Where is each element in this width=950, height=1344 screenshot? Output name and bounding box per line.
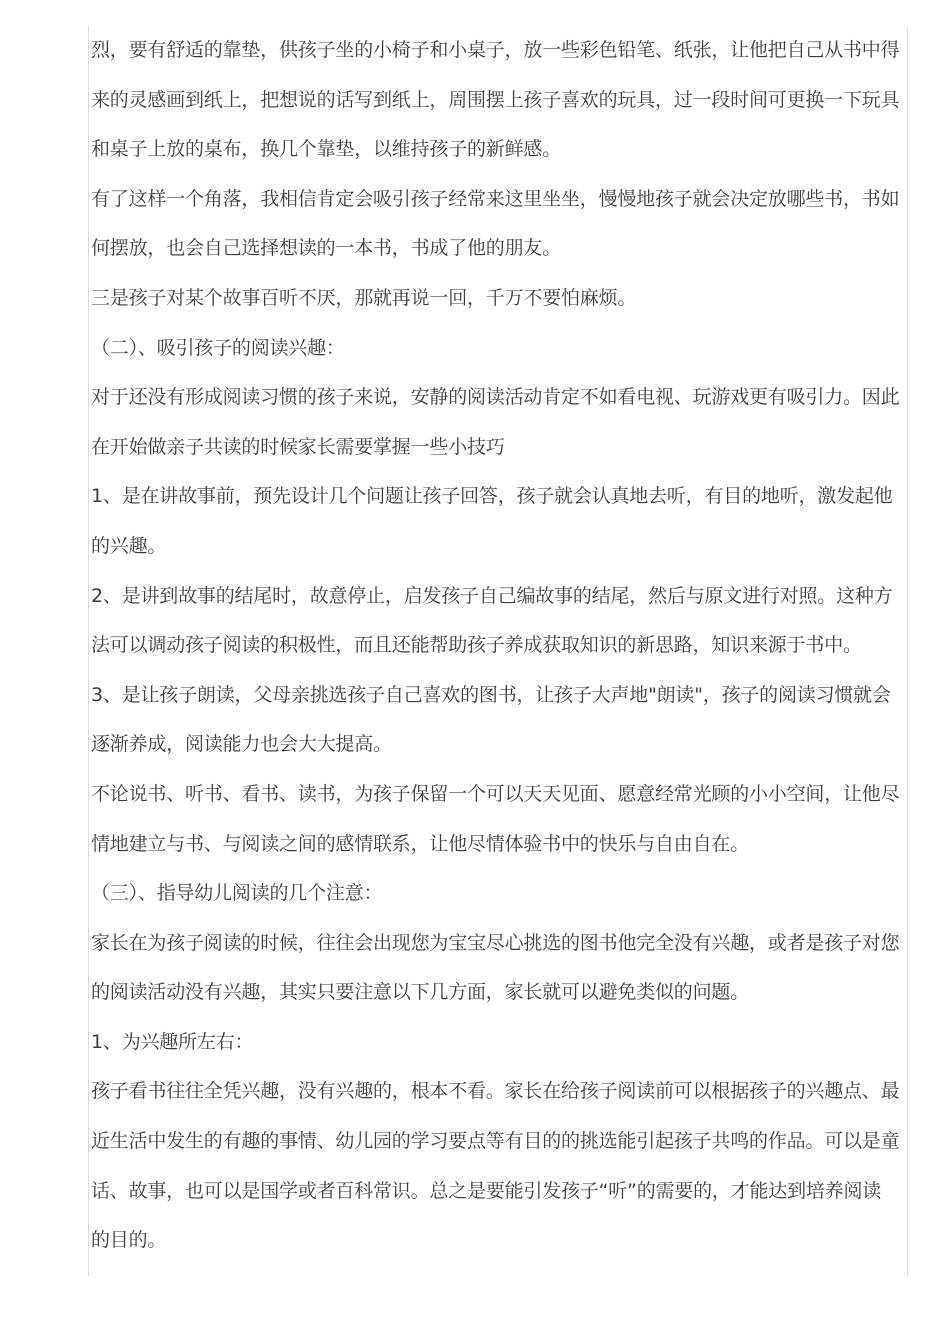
section-heading-3 <box>91 869 921 919</box>
text-line: 逐渐养成，阅读能力也会大大提高。 <box>91 733 392 756</box>
text-line: 话、故事，也可以是国学或者百科常识。总之是要能引发孩子“听”的需要的，才能达到培养阅读 <box>91 1179 882 1202</box>
heading-text: （二）、吸引孩子的阅读兴趣： <box>91 336 345 359</box>
text-line: 孩子看书往往全凭兴趣，没有兴趣的，根本不看。家长在给孩子阅读前可以根据孩子的兴趣点、最 <box>91 1080 900 1103</box>
text-line: 三是孩子对某个故事百听不厌，那就再说一回，千万不要怕麻烦。 <box>91 286 637 309</box>
text-line: 家长在为孩子阅读的时候，往往会出现您为宝宝尽心挑选的图书他完全没有兴趣，或者是孩子对您 <box>91 931 900 954</box>
text-line: 何摆放，也会自己选择想读的一本书，书成了他的朋友。 <box>91 237 562 260</box>
subheading-interest <box>91 1018 921 1068</box>
heading-text: 1、为兴趣所左右： <box>91 1030 254 1053</box>
text-line: 3、是让孩子朗读，父母亲挑选孩子自己喜欢的图书，让孩子大声地"朗读"，孩子的阅读习惯就会 <box>91 683 891 706</box>
paragraph-summary <box>91 770 921 869</box>
text-line: 烈，要有舒适的靠垫，供孩子坐的小椅子和小桌子，放一些彩色铅笔、纸张，让他把自己从书中得 <box>91 39 900 61</box>
paragraph-point-three <box>91 274 921 324</box>
text-line: 法可以调动孩子阅读的积极性，而且还能帮助孩子养成获取知识的新思路，知识来源于书中。 <box>91 634 862 657</box>
text-line: 不论说书、听书、看书、读书，为孩子保留一个可以天天见面、愿意经常光顾的小小空间，让他尽 <box>91 782 900 805</box>
paragraph-attract-interest <box>91 373 921 472</box>
text-line: 对于还没有形成阅读习惯的孩子来说，安静的阅读活动肯定不如看电视、玩游戏更有吸引力。因此 <box>91 386 900 409</box>
paragraph-reading-corner-setup <box>91 26 921 175</box>
paragraph-interest-detail <box>91 1067 921 1265</box>
text-line: 来的灵感画到纸上，把想说的话写到纸上，周围摆上孩子喜欢的玩具，过一段时间可更换一下玩具 <box>91 88 900 111</box>
text-line: 在开始做亲子共读的时候家长需要掌握一些小技巧 <box>91 435 505 458</box>
text-line: 近生活中发生的有趣的事情、幼儿园的学习要点等有目的的挑选能引起孩子共鸣的作品。可以是童 <box>91 1130 900 1153</box>
document-body <box>91 26 921 1266</box>
paragraph-reading-corner-effect <box>91 175 921 274</box>
text-line: 的阅读活动没有兴趣，其实只要注意以下几方面，家长就可以避免类似的问题。 <box>91 981 750 1004</box>
text-line: 的兴趣。 <box>91 534 167 557</box>
text-line: 有了这样一个角落，我相信肯定会吸引孩子经常来这里坐坐，慢慢地孩子就会决定放哪些书，书如 <box>91 187 900 210</box>
section-heading-2 <box>91 324 921 374</box>
text-line: 1、是在讲故事前，预先设计几个问题让孩子回答，孩子就会认真地去听，有目的地听，激发起他 <box>91 485 893 508</box>
list-item-tip-3 <box>91 671 921 770</box>
text-line: 2、是讲到故事的结尾时，故意停止，启发孩子自己编故事的结尾，然后与原文进行对照。这种方 <box>91 584 893 607</box>
text-line: 和桌子上放的桌布，换几个靠垫，以维持孩子的新鲜感。 <box>91 138 562 161</box>
list-item-tip-2 <box>91 572 921 671</box>
list-item-tip-1 <box>91 472 921 571</box>
paragraph-guidance-intro <box>91 919 921 1018</box>
text-line: 的目的。 <box>91 1229 167 1252</box>
text-line: 情地建立与书、与阅读之间的感情联系，让他尽情体验书中的快乐与自由自在。 <box>91 832 750 855</box>
heading-text: （三）、指导幼儿阅读的几个注意： <box>91 882 383 905</box>
